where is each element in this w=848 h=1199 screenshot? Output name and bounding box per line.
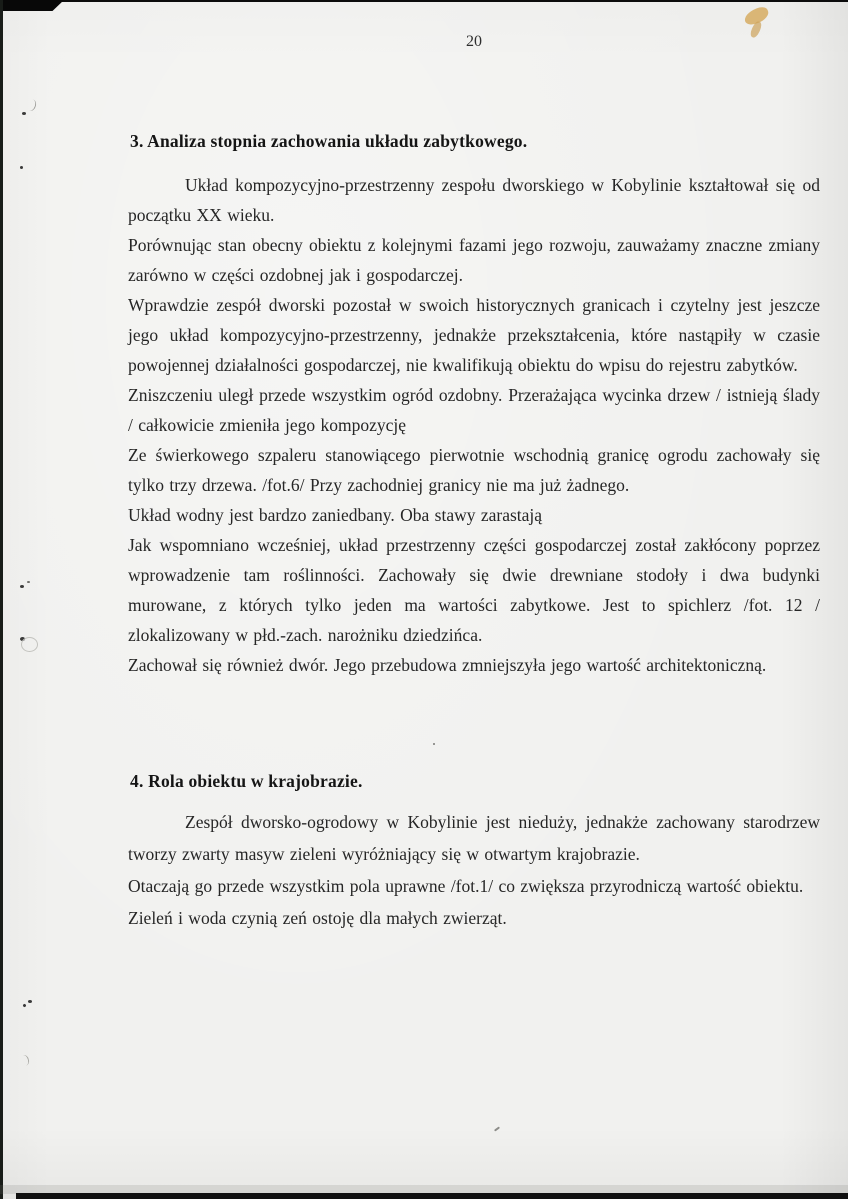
section-3-heading: 3. Analiza stopnia zachowania układu zabytkowego. [130, 130, 528, 151]
ink-speck [20, 166, 23, 169]
paragraph: Układ wodny jest bardzo zaniedbany. Oba stawy zarastają [128, 505, 543, 525]
paragraph: Jak wspomniano wcześniej, układ przestrzenny części gospodarczej został zakłócony poprzez wprowadzenie tam roślinności. Zachowały się dwie drewniane stodoły i dwa budynki murowane, z których tylko jeden ma wartości zabytkowe. Jest to spichlerz /fot. 12 / zlokalizowany w płd.-zach. narożniku dziedzińca. [128, 535, 820, 645]
ink-speck [22, 1003, 26, 1007]
paragraph: Zespół dworsko-ogrodowy w Kobylinie jest nieduży, jednakże zachowany starodrzew tworzy zwarty masyw zieleni wyróżniający się w otwartym krajobrazie. [128, 812, 820, 864]
scan-edge-left [0, 0, 3, 1199]
page-number: 20 [466, 33, 482, 50]
ink-speck [27, 581, 30, 583]
paragraph: Zieleń i woda czynią zeń ostoję dla małych zwierząt. [128, 908, 507, 928]
paragraph: Zachował się również dwór. Jego przebudowa zmniejszyła jego wartość architektoniczną. [128, 655, 767, 675]
section-4-body [128, 806, 820, 934]
section-3-body [128, 170, 820, 680]
paragraph: Wprawdzie zespół dworski pozostał w swoich historycznych granicach i czytelny jest jeszcze jego układ kompozycyjno-przestrzenny, jednakże przekształcenia, które nastąpiły w czasie powojennej działalności gospodarczej, nie kwalifikują obiektu do wpisu do rejestru zabytków. [128, 295, 820, 375]
paragraph: Układ kompozycyjno-przestrzenny zespołu dworskiego w Kobylinie kształtował się od początku XX wieku. [128, 175, 820, 225]
paragraph: Ze świerkowego szpaleru stanowiącego pierwotnie wschodnią granicę ogrodu zachowały się tylko trzy drzewa. /fot.6/ Przy zachodniej granicy nie ma już żadnego. [128, 445, 820, 495]
ink-speck [20, 585, 24, 588]
ink-speck [494, 1126, 500, 1131]
section-4-heading: 4. Rola obiektu w krajobrazie. [130, 770, 363, 791]
ink-squiggle [19, 1054, 31, 1067]
scan-corner-blob [0, 0, 64, 11]
scan-edge-top [0, 0, 848, 2]
ink-speck [433, 743, 435, 745]
ink-ring [21, 637, 38, 652]
scan-edge-bottom [16, 1193, 848, 1199]
paragraph: Porównując stan obecny obiektu z kolejnymi fazami jego rozwoju, zauważamy znaczne zmiany zarówno w części ozdobnej jak i gospodarczej. [128, 235, 820, 285]
ink-speck [22, 112, 26, 115]
ink-speck [28, 1000, 32, 1003]
paragraph: Otaczają go przede wszystkim pola uprawne /fot.1/ co zwiększa przyrodniczą wartość obiektu. [128, 876, 804, 896]
paragraph: Zniszczeniu uległ przede wszystkim ogród ozdobny. Przerażająca wycinka drzew / istnieją ślady / całkowicie zmieniła jego kompozycję [128, 385, 820, 435]
ink-curl [24, 98, 37, 113]
